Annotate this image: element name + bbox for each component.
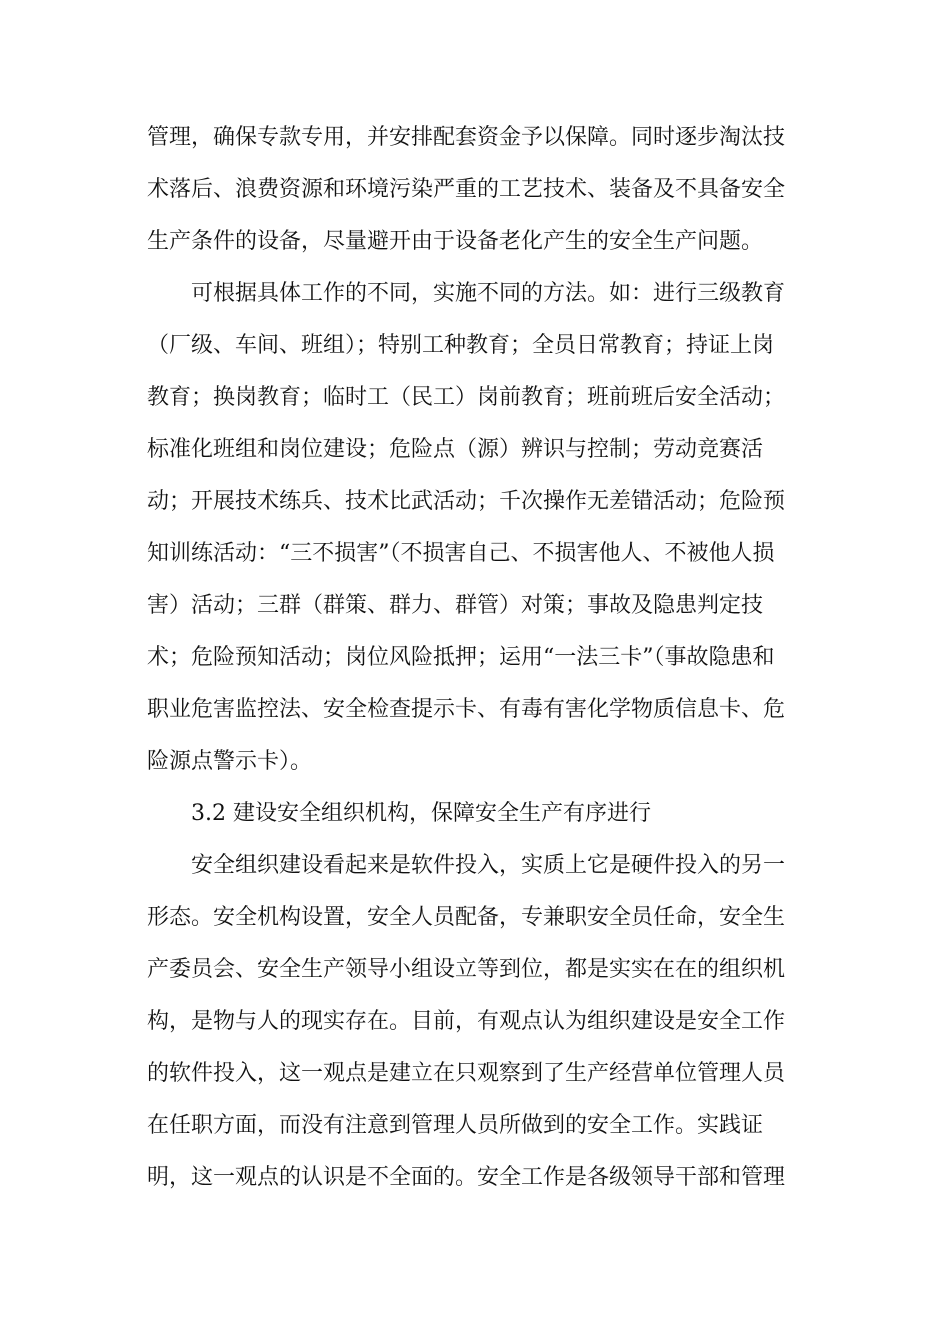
paragraph-line: （厂级、车间、班组）；特别工种教育；全员日常教育；持证上岗	[147, 333, 775, 358]
paragraph-line: 职业危害监控法、安全检查提示卡、有毒有害化学物质信息卡、危	[147, 697, 786, 722]
paragraph-first-line: 安全组织建设看起来是软件投入，实质上它是硬件投入的另一	[191, 853, 786, 878]
section-heading: 3.2 建设安全组织机构，保障安全生产有序进行	[191, 801, 651, 826]
paragraph-line: 管理，确保专款专用，并安排配套资金予以保障。同时逐步淘汰技	[147, 125, 786, 150]
paragraph-line: 生产条件的设备，尽量避开由于设备老化产生的安全生产问题。	[147, 229, 764, 254]
paragraph-line: 的软件投入，这一观点是建立在只观察到了生产经营单位管理人员	[147, 1061, 786, 1086]
paragraph-line: 知训练活动：“三不损害”（不损害自己、不损害他人、不被他人损	[147, 541, 775, 566]
paragraph-line: 术；危险预知活动；岗位风险抵押；运用“一法三卡”（事故隐患和	[147, 645, 775, 670]
paragraph-line: 明，这一观点的认识是不全面的。安全工作是各级领导干部和管理	[147, 1165, 786, 1190]
paragraph-line: 术落后、浪费资源和环境污染严重的工艺技术、装备及不具备安全	[147, 177, 786, 202]
paragraph-line: 形态。安全机构设置，安全人员配备，专兼职安全员任命，安全生	[147, 905, 786, 930]
paragraph-line: 产委员会、安全生产领导小组设立等到位，都是实实在在的组织机	[147, 957, 786, 982]
paragraph-line: 教育；换岗教育；临时工（民工）岗前教育；班前班后安全活动；	[147, 385, 786, 410]
paragraph-line: 在任职方面，而没有注意到管理人员所做到的安全工作。实践证	[147, 1113, 764, 1138]
paragraph-line: 险源点警示卡）。	[147, 749, 313, 774]
paragraph-line: 动；开展技术练兵、技术比武活动；千次操作无差错活动；危险预	[147, 489, 786, 514]
paragraph-first-line: 可根据具体工作的不同，实施不同的方法。如：进行三级教育	[191, 281, 786, 306]
paragraph-line: 害）活动；三群（群策、群力、群管）对策；事故及隐患判定技	[147, 593, 764, 618]
paragraph-line: 构，是物与人的现实存在。目前，有观点认为组织建设是安全工作	[147, 1009, 786, 1034]
paragraph-line: 标准化班组和岗位建设；危险点（源）辨识与控制；劳动竞赛活	[147, 437, 764, 462]
